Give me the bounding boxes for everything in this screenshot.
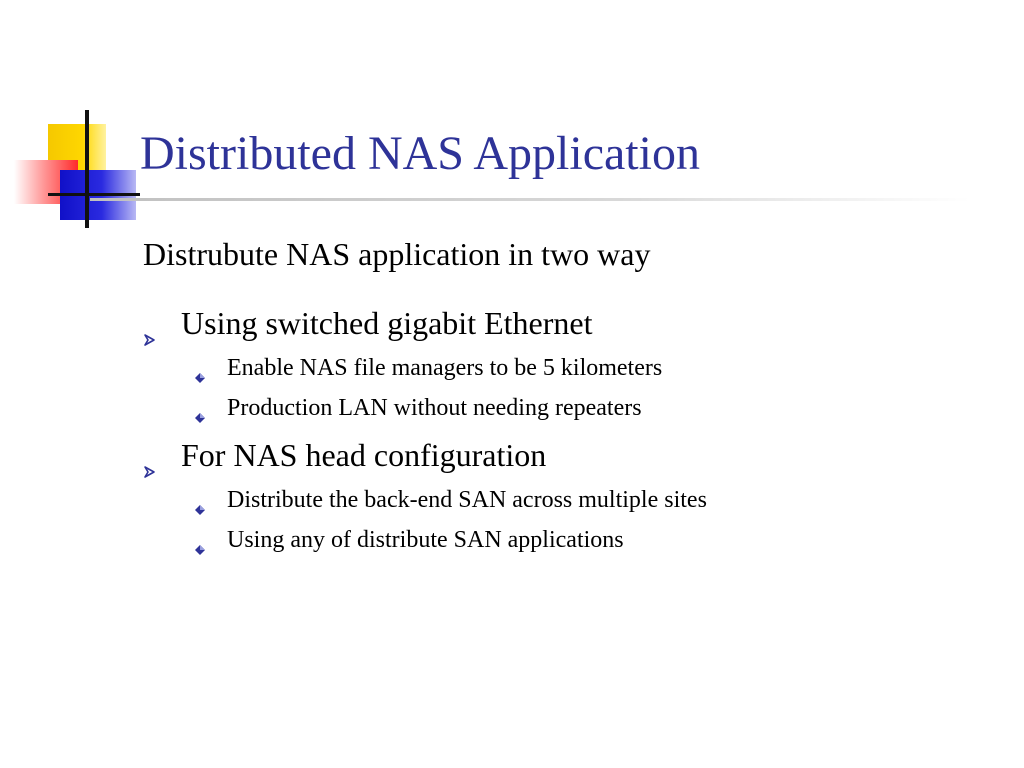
bullet-item [143,434,1003,480]
arrow-bullet-icon [143,318,157,332]
title-underline [90,198,970,201]
logo-vertical-line [85,110,89,228]
bullet-text: For NAS head configuration [181,437,547,473]
diamond-bullet-icon [195,363,205,373]
sub-bullet-item [143,520,1003,560]
sub-bullet-item [143,480,1003,520]
diamond-bullet-icon [195,535,205,545]
bullet-text: Using switched gigabit Ethernet [181,305,593,341]
sub-bullet-item [143,388,1003,428]
sub-bullet-text: Using any of distribute SAN applications [227,527,624,553]
bullet-item [143,302,1003,348]
sub-bullet-text: Production LAN without needing repeaters [227,395,642,421]
slide-title: Distributed NAS Application [140,127,700,180]
bullet-group-2 [143,434,1003,560]
logo-horizontal-line [48,193,140,196]
bullet-group-1 [143,302,1003,428]
sub-bullet-text: Distribute the back-end SAN across multiple sites [227,487,707,513]
bullet-list [143,302,1003,560]
arrow-bullet-icon [143,450,157,464]
logo-graphic [0,0,140,240]
sub-bullet-text: Enable NAS file managers to be 5 kilometers [227,355,663,381]
slide-subtitle: Distrubute NAS application in two way [143,236,651,272]
sub-bullet-item [143,348,1003,388]
diamond-bullet-icon [195,495,205,505]
diamond-bullet-icon [195,403,205,413]
